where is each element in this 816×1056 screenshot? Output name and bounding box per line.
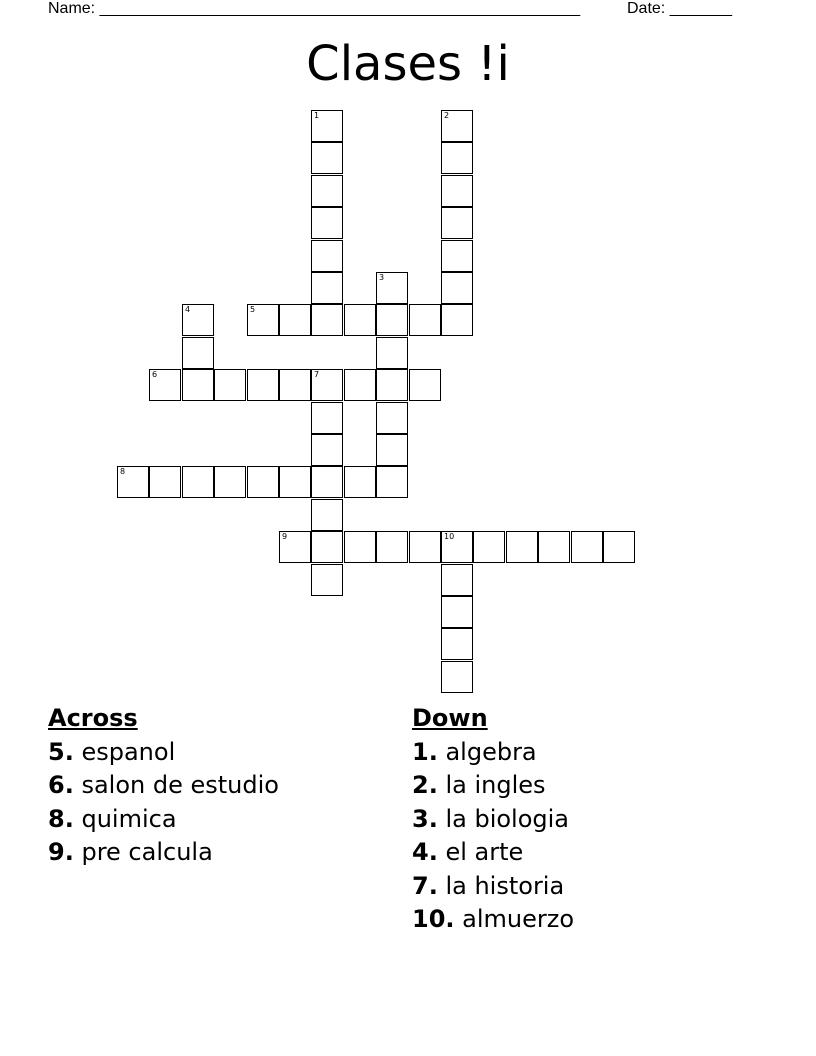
clue-text: la ingles [437,771,546,800]
grid-cell[interactable] [441,596,473,628]
grid-cell[interactable] [441,564,473,596]
grid-cell[interactable] [311,369,343,401]
down-heading: Down [412,704,488,732]
across-clues [48,702,279,870]
grid-cell[interactable] [441,240,473,272]
date-field[interactable]: Date: _______ [627,0,732,17]
down-clue [412,736,574,769]
grid-cell[interactable] [311,434,343,466]
clue-number-label: 4. [412,838,438,867]
clue-number-label: 6. [48,771,74,800]
clue-number: 2 [444,111,450,120]
clue-number-label: 8. [48,804,74,833]
down-clue [412,803,574,836]
clue-number: 1 [314,111,320,120]
grid-cell[interactable] [441,207,473,239]
clue-text: la biologia [437,804,570,833]
grid-cell[interactable] [376,369,408,401]
clue-text: pre calcula [73,838,213,867]
clue-number: 6 [152,370,158,379]
grid-cell[interactable] [311,175,343,207]
down-list [412,736,574,936]
clue-text: salon de estudio [73,771,279,800]
grid-cell[interactable] [376,272,408,304]
grid-cell[interactable] [344,369,376,401]
clue-text: la historia [437,871,565,900]
grid-cell[interactable] [376,531,408,563]
clue-text: almuerzo [454,905,575,934]
grid-cell[interactable] [311,402,343,434]
grid-cell[interactable] [149,466,181,498]
grid-cell[interactable] [409,369,441,401]
across-list [48,736,279,870]
clue-number: 7 [314,370,320,379]
clue-number-label: 9. [48,838,74,867]
grid-cell[interactable] [441,142,473,174]
clue-text: algebra [437,738,537,766]
across-heading: Across [48,704,138,732]
down-clue [412,870,574,903]
grid-cell[interactable] [538,531,570,563]
grid-cell[interactable] [247,304,279,336]
grid-cell[interactable] [506,531,538,563]
clue-text: espanol [73,738,176,766]
grid-cell[interactable] [441,175,473,207]
grid-cell[interactable] [441,272,473,304]
clue-number-label: 5. [48,738,74,766]
grid-cell[interactable] [376,337,408,369]
clue-text: quimica [73,804,177,833]
grid-cell[interactable] [311,272,343,304]
clue-number: 4 [185,305,191,314]
across-clue [48,836,279,869]
down-clue [412,836,574,869]
grid-cell[interactable] [214,466,246,498]
grid-cell[interactable] [182,369,214,401]
grid-cell[interactable] [311,564,343,596]
grid-cell[interactable] [376,466,408,498]
down-clue [412,769,574,802]
down-clue [412,903,574,936]
grid-cell[interactable] [311,207,343,239]
across-clue [48,736,279,769]
grid-cell[interactable] [182,304,214,336]
grid-cell[interactable] [214,369,246,401]
grid-cell[interactable] [344,466,376,498]
clue-number-label: 2. [412,771,438,800]
grid-cell[interactable] [376,434,408,466]
grid-cell[interactable] [279,531,311,563]
grid-cell[interactable] [409,531,441,563]
name-field[interactable]: Name: ______________________________________________________ [48,0,581,17]
grid-cell[interactable] [279,304,311,336]
grid-cell[interactable] [344,304,376,336]
across-clue [48,769,279,802]
grid-cell[interactable] [311,466,343,498]
grid-cell[interactable] [376,402,408,434]
grid-cell[interactable] [311,531,343,563]
grid-cell[interactable] [182,337,214,369]
grid-cell[interactable] [311,499,343,531]
grid-cell[interactable] [311,240,343,272]
grid-cell[interactable] [247,466,279,498]
clue-text: el arte [437,838,524,867]
clue-number: 9 [282,532,288,541]
clue-number-label: 3. [412,804,438,833]
puzzle-title: Clases !i [306,36,510,92]
clue-number-label: 7. [412,871,438,900]
grid-cell[interactable] [247,369,279,401]
grid-cell[interactable] [182,466,214,498]
grid-cell[interactable] [441,628,473,660]
clue-number-label: 10. [412,905,455,934]
grid-cell[interactable] [311,304,343,336]
grid-cell[interactable] [441,661,473,693]
grid-cell[interactable] [571,531,603,563]
clue-number: 8 [120,467,126,476]
grid-cell[interactable] [409,304,441,336]
grid-cell[interactable] [279,466,311,498]
grid-cell[interactable] [376,304,408,336]
clue-number: 3 [379,273,385,282]
clue-number: 5 [250,305,256,314]
grid-cell[interactable] [441,304,473,336]
grid-cell[interactable] [441,110,473,142]
grid-cell[interactable] [311,110,343,142]
grid-cell[interactable] [149,369,181,401]
grid-cell[interactable] [279,369,311,401]
grid-cell[interactable] [117,466,149,498]
clue-number: 10 [444,532,455,541]
across-clue [48,803,279,836]
grid-cell[interactable] [311,142,343,174]
grid-cell[interactable] [441,531,473,563]
clue-number-label: 1. [412,738,438,766]
down-clues [412,702,574,936]
grid-cell[interactable] [344,531,376,563]
grid-cell[interactable] [603,531,635,563]
grid-cell[interactable] [473,531,505,563]
